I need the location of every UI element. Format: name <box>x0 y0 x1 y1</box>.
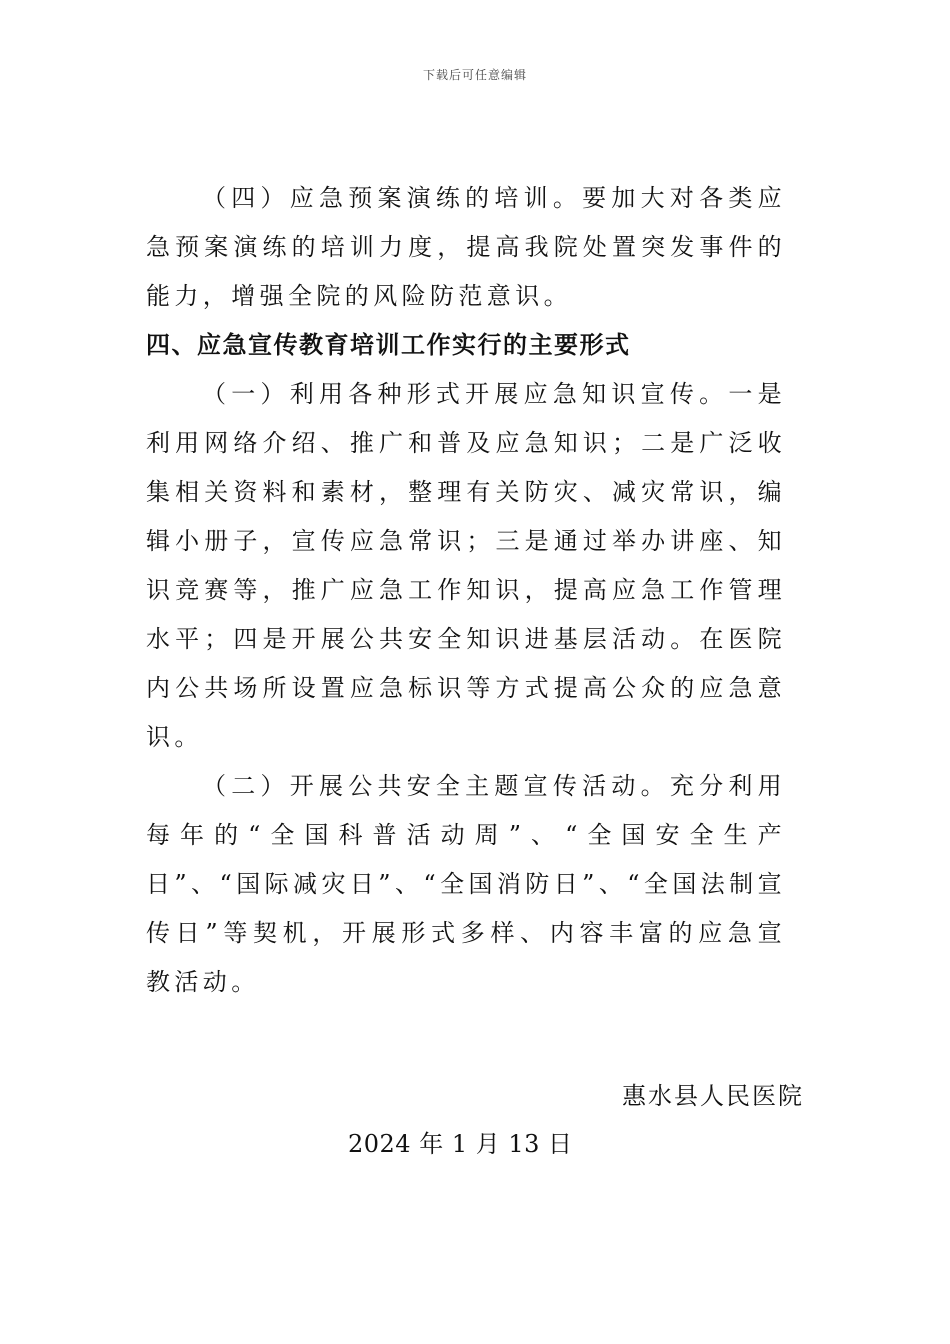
document-body <box>146 174 786 1007</box>
paragraph-theme-activities: （二）开展公共安全主题宣传活动。充分利用每年的“全国科普活动周”、“全国安全生产日”、“国际减灾日”、“全国消防日”、“全国法制宣传日”等契机，开展形式多样、内容丰富的应急宣教活动。 <box>146 772 786 996</box>
signature-date: 2024 年 1 月 13 日 <box>348 1130 573 1158</box>
signature-organization: 惠水县人民医院 <box>622 1082 804 1110</box>
section-heading: 四、应急宣传教育培训工作实行的主要形式 <box>146 331 631 359</box>
paragraph-knowledge-promotion: （一）利用各种形式开展应急知识宣传。一是利用网络介绍、推广和普及应急知识；二是广泛收集相关资料和素材，整理有关防灾、减灾常识，编辑小册子，宣传应急常识；三是通过举办讲座、知识竞赛等，推广应急工作知识，提高应急工作管理水平；四是开展公共安全知识进基层活动。在医院内公共场所设置应急标识等方式提高公众的应急意识。 <box>146 380 786 751</box>
page-header: 下载后可任意编辑 <box>422 68 527 82</box>
paragraph-drill-training: （四）应急预案演练的培训。要加大对各类应急预案演练的培训力度，提高我院处置突发事件的能力，增强全院的风险防范意识。 <box>146 184 786 310</box>
